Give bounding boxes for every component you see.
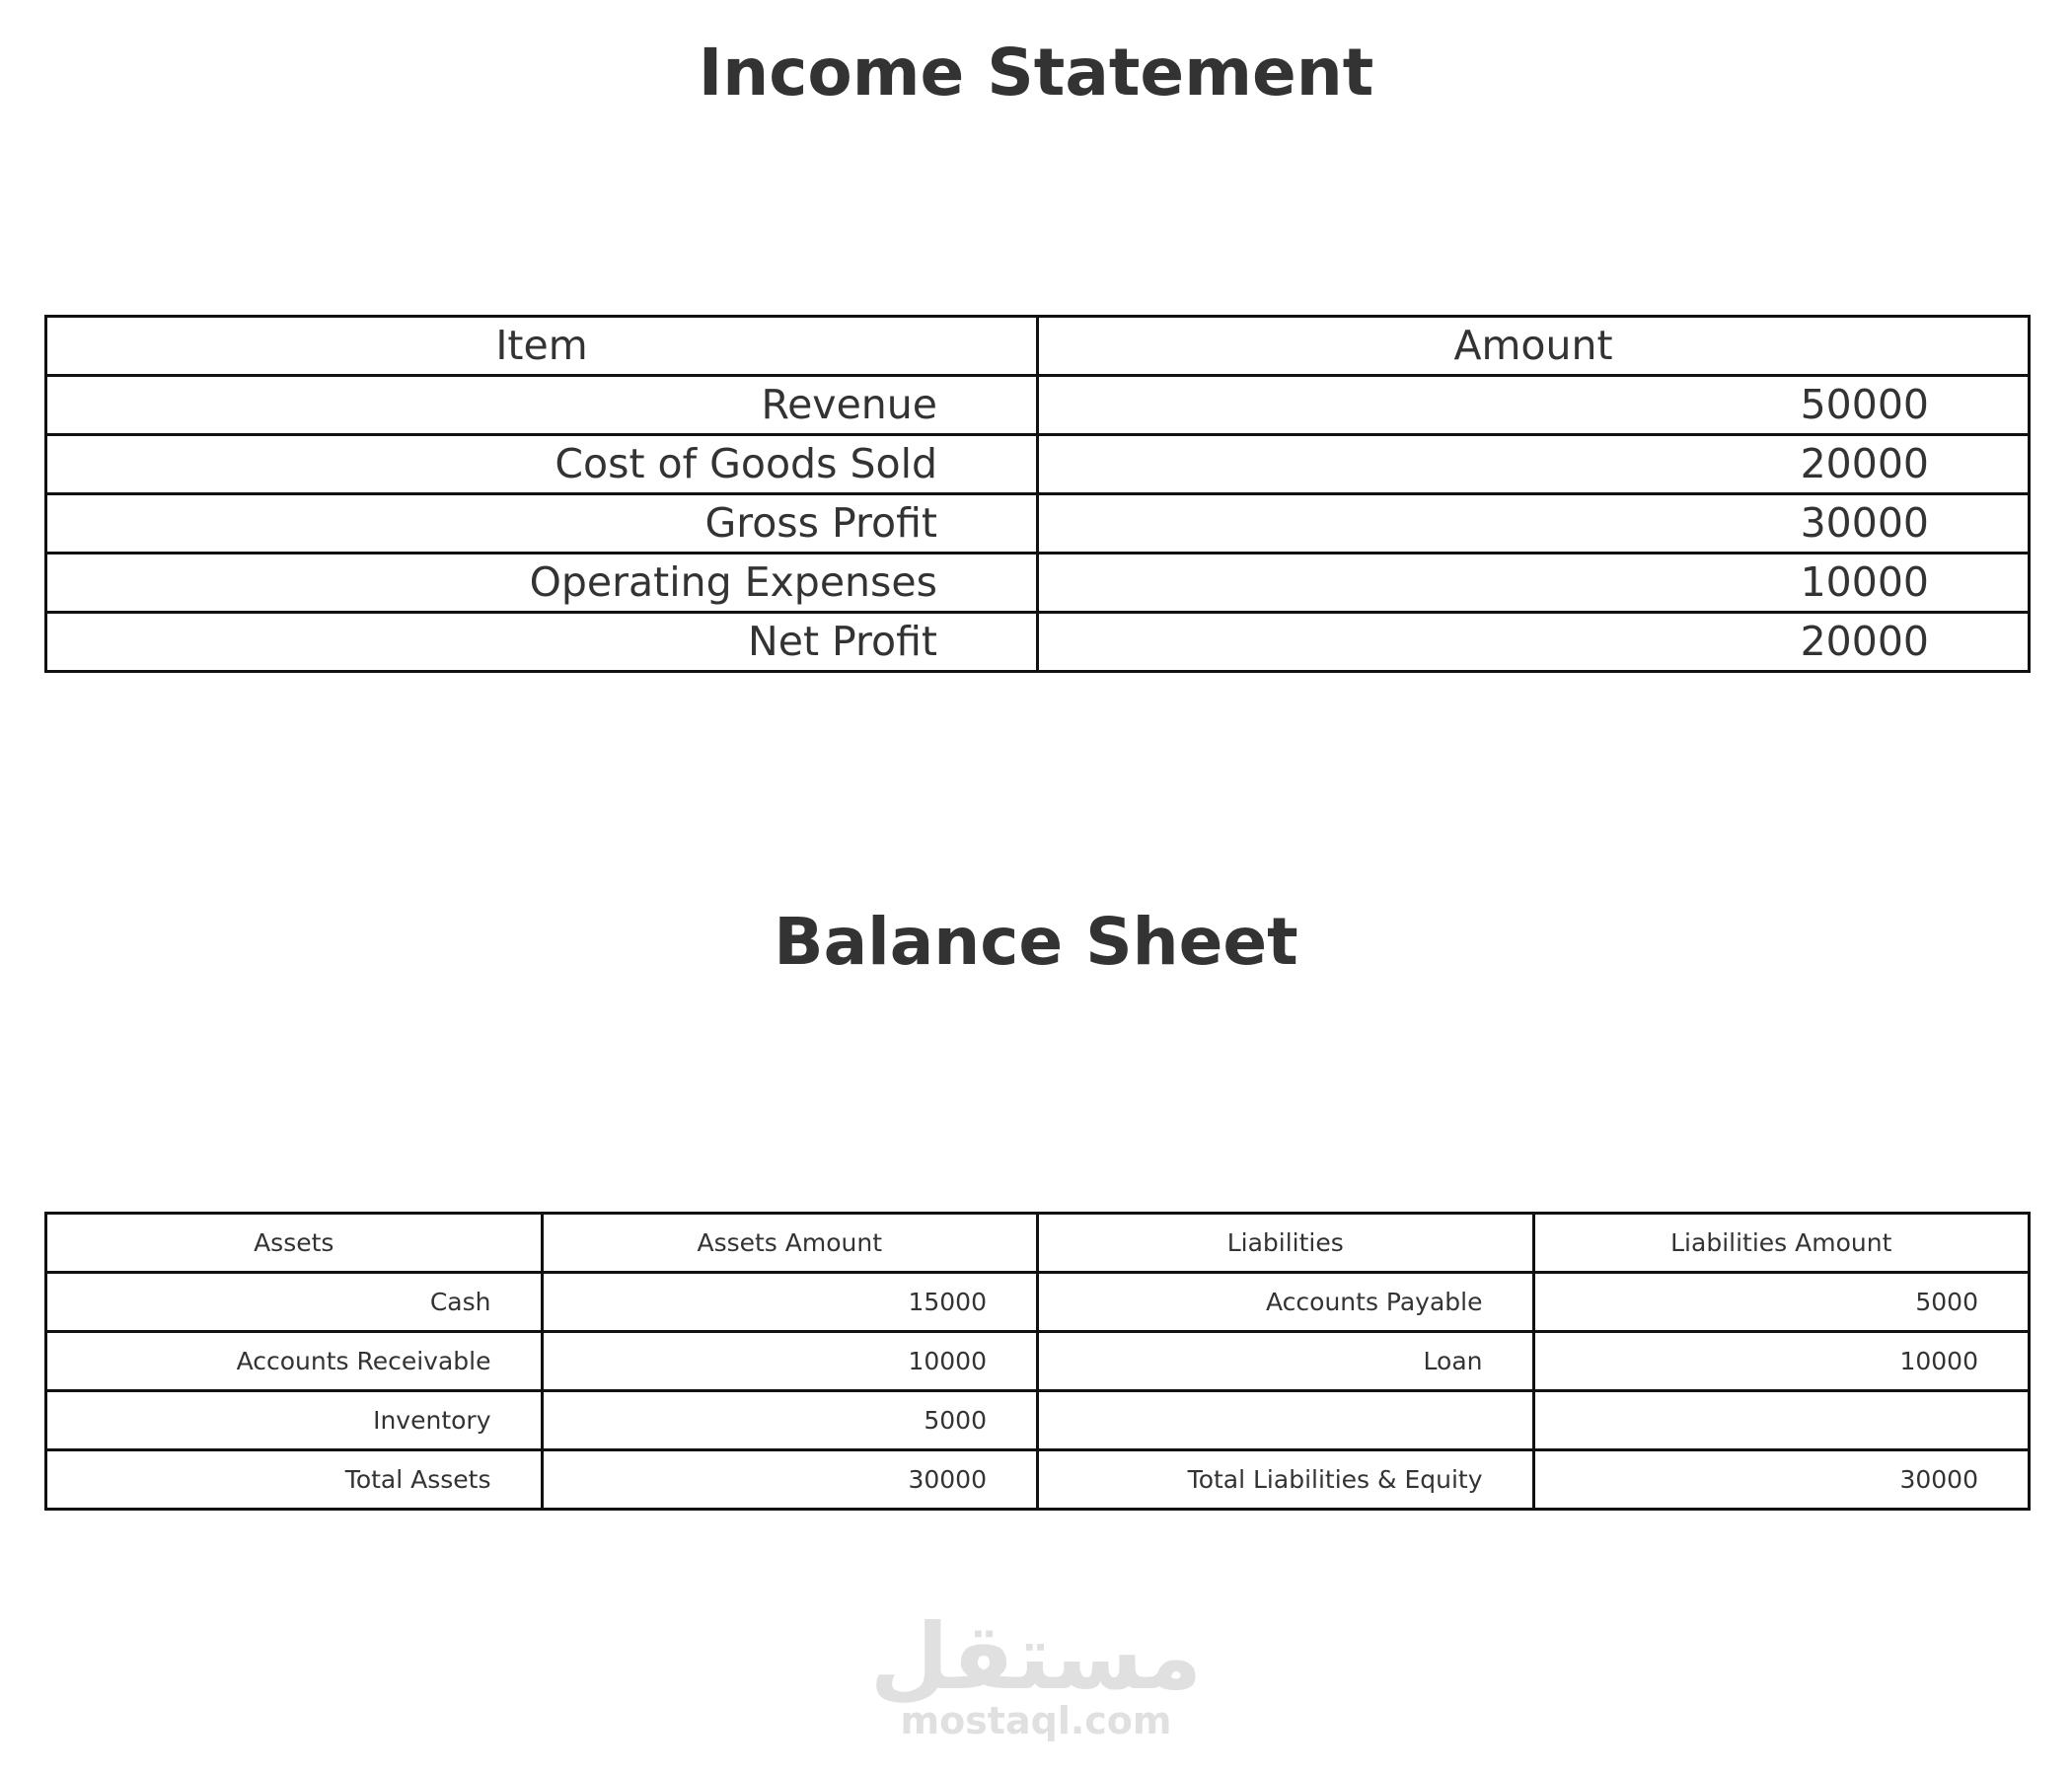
liability-amount-cell: 5000 xyxy=(1533,1273,2030,1332)
table-row xyxy=(46,1332,2030,1391)
table-row xyxy=(46,494,2030,554)
asset-cell: Cash xyxy=(46,1273,543,1332)
item-cell: Net Profit xyxy=(46,613,1038,672)
watermark-logo: مستقل xyxy=(869,1604,1203,1710)
column-header-liabilities-amount: Liabilities Amount xyxy=(1533,1214,2030,1273)
item-cell: Revenue xyxy=(46,376,1038,435)
table-header-row xyxy=(46,317,2030,376)
liability-amount-cell xyxy=(1533,1391,2030,1450)
asset-cell: Total Assets xyxy=(46,1450,543,1510)
amount-cell: 20000 xyxy=(1038,613,2030,672)
table-row xyxy=(46,1391,2030,1450)
item-cell: Gross Profit xyxy=(46,494,1038,554)
table-row xyxy=(46,1273,2030,1332)
asset-amount-cell: 10000 xyxy=(542,1332,1038,1391)
asset-amount-cell: 15000 xyxy=(542,1273,1038,1332)
liability-cell: Total Liabilities & Equity xyxy=(1038,1450,1534,1510)
table-row xyxy=(46,554,2030,613)
liability-amount-cell: 30000 xyxy=(1533,1450,2030,1510)
amount-cell: 10000 xyxy=(1038,554,2030,613)
balance-sheet-table xyxy=(44,1212,2031,1511)
amount-cell: 20000 xyxy=(1038,435,2030,494)
column-header-assets-amount: Assets Amount xyxy=(542,1214,1038,1273)
liability-cell: Loan xyxy=(1038,1332,1534,1391)
column-header-item: Item xyxy=(46,317,1038,376)
column-header-assets: Assets xyxy=(46,1214,543,1273)
table-row xyxy=(46,435,2030,494)
liability-cell xyxy=(1038,1391,1534,1450)
table-row xyxy=(46,1450,2030,1510)
income-statement-title: Income Statement xyxy=(698,35,1374,111)
amount-cell: 50000 xyxy=(1038,376,2030,435)
asset-amount-cell: 30000 xyxy=(542,1450,1038,1510)
item-cell: Operating Expenses xyxy=(46,554,1038,613)
column-header-liabilities: Liabilities xyxy=(1038,1214,1534,1273)
table-row xyxy=(46,613,2030,672)
table-row xyxy=(46,376,2030,435)
amount-cell: 30000 xyxy=(1038,494,2030,554)
table-header-row xyxy=(46,1214,2030,1273)
liability-amount-cell: 10000 xyxy=(1533,1332,2030,1391)
asset-amount-cell: 5000 xyxy=(542,1391,1038,1450)
balance-sheet-title: Balance Sheet xyxy=(774,904,1298,980)
asset-cell: Inventory xyxy=(46,1391,543,1450)
watermark-url: mostaql.com xyxy=(900,1699,1172,1742)
item-cell: Cost of Goods Sold xyxy=(46,435,1038,494)
asset-cell: Accounts Receivable xyxy=(46,1332,543,1391)
column-header-amount: Amount xyxy=(1038,317,2030,376)
liability-cell: Accounts Payable xyxy=(1038,1273,1534,1332)
income-statement-table xyxy=(44,315,2031,673)
